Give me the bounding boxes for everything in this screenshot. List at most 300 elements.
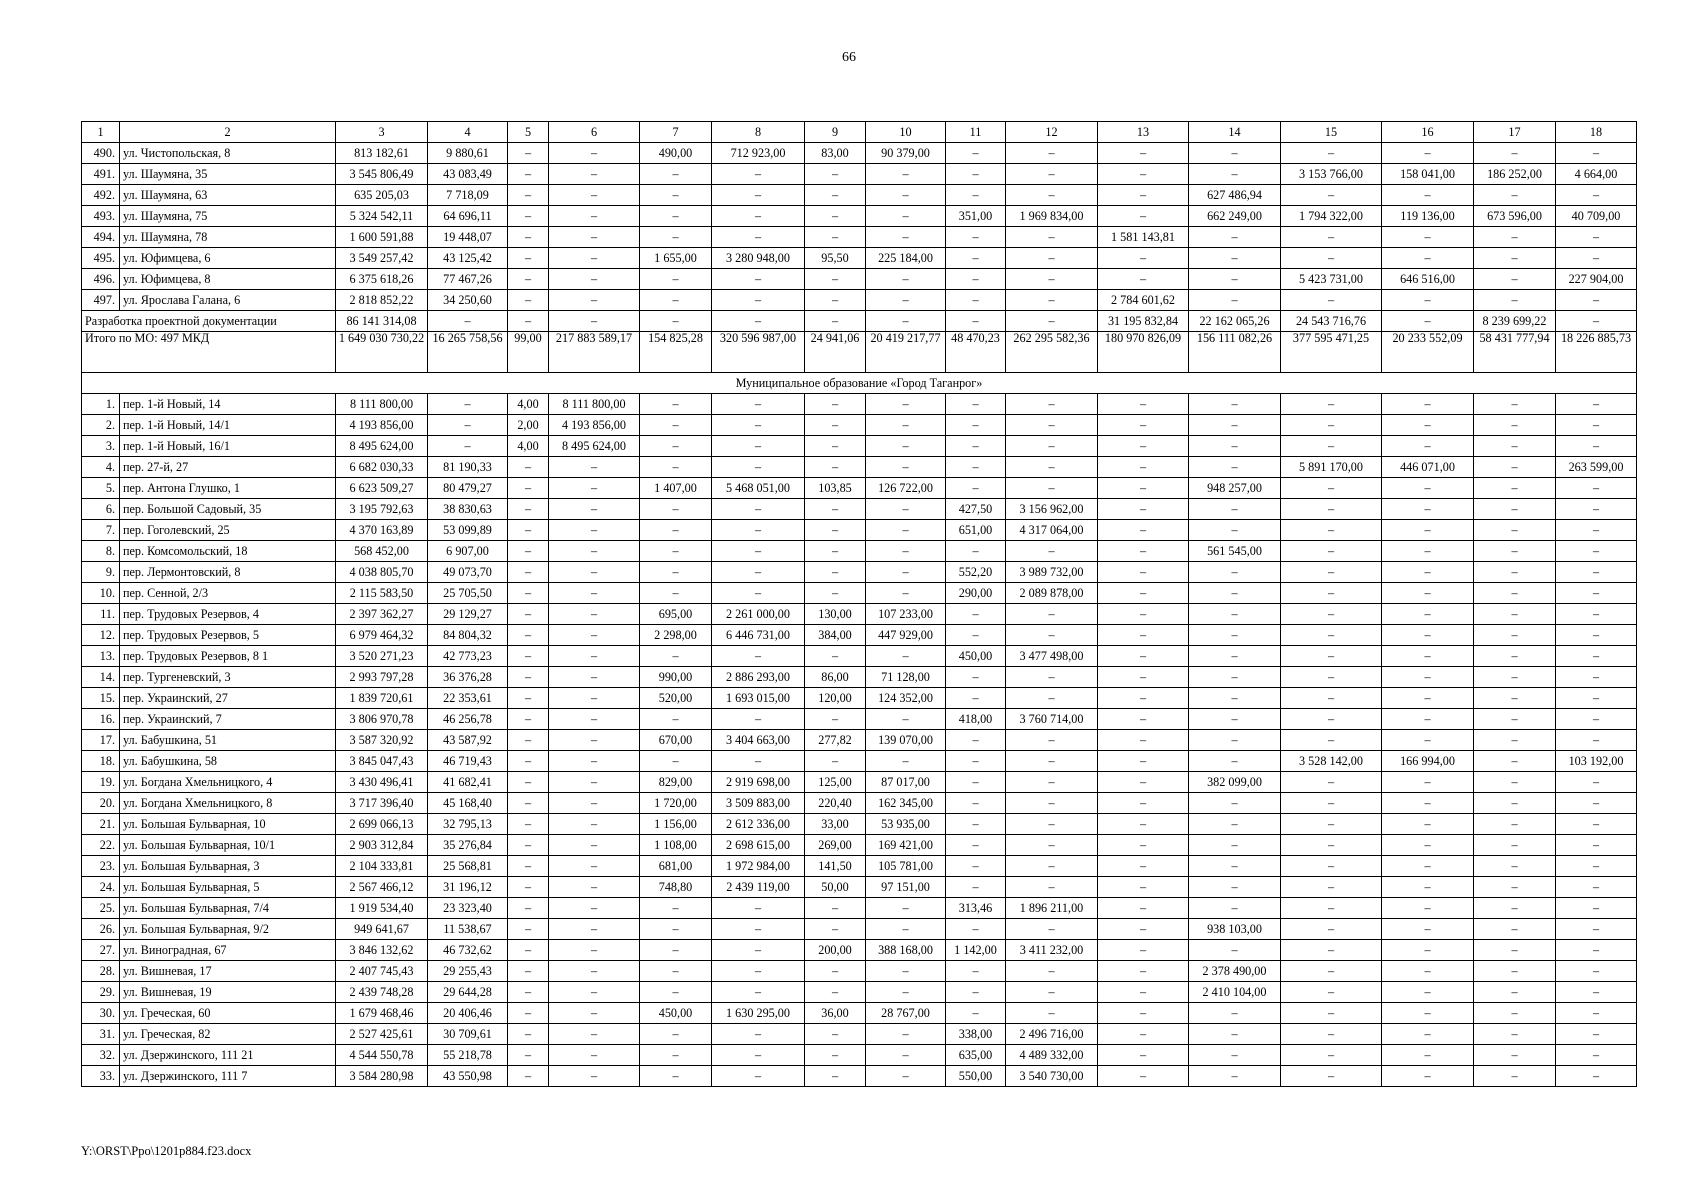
table-cell: 2 261 000,00	[712, 604, 805, 625]
table-cell: –	[946, 311, 1006, 332]
table-cell: ул. Шаумяна, 35	[120, 164, 336, 185]
table-cell: 1 839 720,61	[336, 688, 428, 709]
table-cell: –	[1098, 164, 1189, 185]
table-cell: –	[549, 206, 640, 227]
table-cell: –	[1098, 751, 1189, 772]
table-cell: 80 479,27	[428, 478, 508, 499]
table-cell: –	[1098, 898, 1189, 919]
table-cell: –	[549, 940, 640, 961]
table-cell: 119 136,00	[1382, 206, 1474, 227]
table-cell: –	[1382, 919, 1474, 940]
table-cell: 9 880,61	[428, 143, 508, 164]
table-cell: 29 644,28	[428, 982, 508, 1003]
table-cell: –	[508, 478, 549, 499]
table-cell: 7.	[82, 520, 120, 541]
table-cell: –	[1006, 394, 1098, 415]
table-cell: –	[1281, 961, 1382, 982]
table-cell: –	[549, 919, 640, 940]
table-cell: 3 545 806,49	[336, 164, 428, 185]
table-cell: –	[1474, 185, 1556, 206]
table-cell: –	[1189, 625, 1281, 646]
table-cell: –	[1189, 793, 1281, 814]
table-cell: –	[1382, 730, 1474, 751]
table-cell: –	[946, 961, 1006, 982]
table-cell: 4 193 856,00	[549, 415, 640, 436]
table-row	[82, 541, 1637, 562]
table-cell: –	[549, 898, 640, 919]
table-cell: –	[1189, 436, 1281, 457]
table-cell: 58 431 777,94	[1474, 332, 1556, 373]
table-row	[82, 1003, 1637, 1024]
table-cell: –	[805, 227, 866, 248]
table-cell: –	[640, 583, 712, 604]
table-cell: ул. Чистопольская, 8	[120, 143, 336, 164]
table-cell: –	[1281, 1066, 1382, 1087]
table-cell: 1 972 984,00	[712, 856, 805, 877]
table-row	[82, 248, 1637, 269]
table-cell: 46 719,43	[428, 751, 508, 772]
table-cell: –	[1382, 667, 1474, 688]
table-row	[82, 625, 1637, 646]
table-cell: –	[866, 982, 946, 1003]
table-cell: –	[1556, 688, 1637, 709]
table-cell: –	[1006, 457, 1098, 478]
table-cell: –	[1474, 688, 1556, 709]
table-cell: пер. Большой Садовый, 35	[120, 499, 336, 520]
table-cell: пер. Украинский, 7	[120, 709, 336, 730]
column-header: 10	[866, 122, 946, 143]
table-cell: 497.	[82, 290, 120, 311]
table-cell: –	[508, 143, 549, 164]
table-cell: 130,00	[805, 604, 866, 625]
table-cell: –	[1189, 814, 1281, 835]
table-cell: –	[1189, 457, 1281, 478]
table-cell: –	[1382, 835, 1474, 856]
table-row	[82, 1024, 1637, 1045]
table-cell: 4 193 856,00	[336, 415, 428, 436]
table-cell: 83,00	[805, 143, 866, 164]
table-cell: 41 682,41	[428, 772, 508, 793]
table-cell: пер. 1-й Новый, 14/1	[120, 415, 336, 436]
table-cell: –	[549, 835, 640, 856]
table-cell: 495.	[82, 248, 120, 269]
table-cell: –	[946, 415, 1006, 436]
table-cell: пер. Тургеневский, 3	[120, 667, 336, 688]
table-cell: –	[1281, 1045, 1382, 1066]
table-cell: –	[1189, 1066, 1281, 1087]
table-cell: –	[1006, 772, 1098, 793]
table-cell: –	[1006, 248, 1098, 269]
table-cell: 2 993 797,28	[336, 667, 428, 688]
table-cell: 162 345,00	[866, 793, 946, 814]
table-cell: –	[946, 227, 1006, 248]
table-cell: –	[1281, 604, 1382, 625]
table-cell: 2 612 336,00	[712, 814, 805, 835]
table-cell: –	[712, 646, 805, 667]
column-header: 13	[1098, 122, 1189, 143]
table-cell: ул. Шаумяна, 75	[120, 206, 336, 227]
table-cell: –	[508, 793, 549, 814]
table-cell: пер. Трудовых Резервов, 8 1	[120, 646, 336, 667]
table-cell: –	[549, 1066, 640, 1087]
design-documentation-row-label: Разработка проектной документации	[82, 311, 336, 332]
table-cell: –	[1474, 269, 1556, 290]
table-row	[82, 227, 1637, 248]
table-cell: –	[866, 1045, 946, 1066]
table-cell: –	[1556, 1066, 1637, 1087]
table-cell: 320 596 987,00	[712, 332, 805, 373]
table-cell: 6 907,00	[428, 541, 508, 562]
table-cell: –	[1474, 709, 1556, 730]
table-body	[82, 122, 1637, 1087]
table-cell: –	[508, 1024, 549, 1045]
table-cell: –	[712, 961, 805, 982]
table-cell: –	[508, 583, 549, 604]
table-cell: –	[866, 1066, 946, 1087]
table-cell: –	[640, 1045, 712, 1066]
table-cell: –	[1556, 394, 1637, 415]
table-cell: –	[1281, 940, 1382, 961]
table-cell: –	[549, 143, 640, 164]
table-cell: ул. Большая Бульварная, 10	[120, 814, 336, 835]
table-cell: –	[1474, 499, 1556, 520]
table-cell: 3.	[82, 436, 120, 457]
table-cell: –	[1556, 646, 1637, 667]
table-cell: –	[946, 604, 1006, 625]
table-cell: 2 115 583,50	[336, 583, 428, 604]
table-cell: 5 891 170,00	[1281, 457, 1382, 478]
table-cell: –	[508, 814, 549, 835]
table-cell: –	[640, 919, 712, 940]
table-cell: 24 543 716,76	[1281, 311, 1382, 332]
table-cell: –	[549, 793, 640, 814]
column-header: 2	[120, 122, 336, 143]
table-row	[82, 940, 1637, 961]
table-cell: –	[1189, 164, 1281, 185]
table-cell: –	[1556, 877, 1637, 898]
table-cell: –	[1474, 730, 1556, 751]
table-cell: –	[712, 311, 805, 332]
table-cell: 948 257,00	[1189, 478, 1281, 499]
table-cell: –	[508, 856, 549, 877]
table-cell: –	[1382, 185, 1474, 206]
table-cell: –	[1382, 1066, 1474, 1087]
column-header: 3	[336, 122, 428, 143]
table-cell: 3 584 280,98	[336, 1066, 428, 1087]
column-header: 6	[549, 122, 640, 143]
table-cell: –	[805, 394, 866, 415]
table-cell: 450,00	[946, 646, 1006, 667]
table-row	[82, 730, 1637, 751]
table-cell: –	[946, 541, 1006, 562]
table-cell: 3 717 396,40	[336, 793, 428, 814]
table-cell: 43 083,49	[428, 164, 508, 185]
table-cell: –	[1281, 415, 1382, 436]
table-cell: –	[866, 311, 946, 332]
table-cell: –	[1556, 562, 1637, 583]
table-cell: 3 540 730,00	[1006, 1066, 1098, 1087]
table-cell: 2 699 066,13	[336, 814, 428, 835]
table-cell: –	[508, 499, 549, 520]
table-cell: 635,00	[946, 1045, 1006, 1066]
table-cell: –	[866, 394, 946, 415]
table-cell: 670,00	[640, 730, 712, 751]
table-cell: –	[805, 961, 866, 982]
table-cell: –	[712, 982, 805, 1003]
table-cell: –	[1098, 415, 1189, 436]
table-row	[82, 1045, 1637, 1066]
table-cell: 50,00	[805, 877, 866, 898]
table-cell: –	[549, 499, 640, 520]
table-cell: –	[508, 709, 549, 730]
table-cell: 4,00	[508, 436, 549, 457]
table-cell: 263 599,00	[1556, 457, 1637, 478]
table-cell: 2.	[82, 415, 120, 436]
section-row	[82, 373, 1637, 394]
table-cell: –	[549, 457, 640, 478]
table-cell: –	[1098, 478, 1189, 499]
table-cell: –	[1281, 478, 1382, 499]
table-cell: –	[1474, 919, 1556, 940]
table-cell: 277,82	[805, 730, 866, 751]
table-cell: –	[712, 290, 805, 311]
table-cell: –	[1382, 961, 1474, 982]
table-cell: ул. Большая Бульварная, 3	[120, 856, 336, 877]
table-cell: 29.	[82, 982, 120, 1003]
table-cell: –	[1006, 164, 1098, 185]
table-cell: –	[1098, 248, 1189, 269]
table-cell: –	[1281, 541, 1382, 562]
table-cell: –	[946, 478, 1006, 499]
table-cell: –	[508, 1045, 549, 1066]
table-cell: –	[1006, 856, 1098, 877]
total-row	[82, 332, 1637, 373]
table-cell: 25.	[82, 898, 120, 919]
table-cell: –	[1006, 877, 1098, 898]
table-cell: –	[549, 961, 640, 982]
table-cell: –	[508, 1066, 549, 1087]
table-cell: 446 071,00	[1382, 457, 1474, 478]
table-cell: –	[1556, 625, 1637, 646]
table-cell: 90 379,00	[866, 143, 946, 164]
table-cell: –	[1382, 311, 1474, 332]
table-cell: 22 353,61	[428, 688, 508, 709]
table-cell: 748,80	[640, 877, 712, 898]
column-header: 18	[1556, 122, 1637, 143]
table-cell: 3 280 948,00	[712, 248, 805, 269]
table-cell: –	[1281, 919, 1382, 940]
table-cell: –	[712, 898, 805, 919]
table-cell: –	[946, 290, 1006, 311]
table-cell: пер. Украинский, 27	[120, 688, 336, 709]
table-cell: –	[866, 541, 946, 562]
table-cell: –	[1098, 1066, 1189, 1087]
table-cell: 5 423 731,00	[1281, 269, 1382, 290]
table-cell: 646 516,00	[1382, 269, 1474, 290]
table-cell: 53 935,00	[866, 814, 946, 835]
table-cell: 124 352,00	[866, 688, 946, 709]
table-cell: –	[549, 730, 640, 751]
table-cell: –	[508, 646, 549, 667]
table-cell: 186 252,00	[1474, 164, 1556, 185]
table-cell: –	[1474, 982, 1556, 1003]
table-cell: –	[1556, 290, 1637, 311]
table-row	[82, 478, 1637, 499]
table-cell: 11.	[82, 604, 120, 625]
table-row	[82, 457, 1637, 478]
table-cell: 77 467,26	[428, 269, 508, 290]
table-cell: 24.	[82, 877, 120, 898]
table-cell: –	[549, 814, 640, 835]
table-cell: 3 477 498,00	[1006, 646, 1098, 667]
table-cell: –	[1382, 248, 1474, 269]
table-cell: –	[508, 940, 549, 961]
table-cell: 2 439 119,00	[712, 877, 805, 898]
table-cell: ул. Богдана Хмельницкого, 8	[120, 793, 336, 814]
column-header: 15	[1281, 122, 1382, 143]
table-cell: –	[640, 520, 712, 541]
header-row	[82, 122, 1637, 143]
table-cell: –	[428, 415, 508, 436]
table-cell: –	[1382, 520, 1474, 541]
table-cell: 627 486,94	[1189, 185, 1281, 206]
table-cell: ул. Большая Бульварная, 10/1	[120, 835, 336, 856]
column-header: 8	[712, 122, 805, 143]
table-cell: 1 896 211,00	[1006, 898, 1098, 919]
table-cell: –	[508, 919, 549, 940]
table-cell: –	[1556, 835, 1637, 856]
table-cell: 338,00	[946, 1024, 1006, 1045]
table-cell: –	[805, 206, 866, 227]
table-cell: –	[640, 646, 712, 667]
table-cell: –	[1382, 688, 1474, 709]
table-cell: 813 182,61	[336, 143, 428, 164]
table-cell: 1 679 468,46	[336, 1003, 428, 1024]
table-cell: –	[946, 688, 1006, 709]
table-cell: –	[428, 436, 508, 457]
table-cell: –	[712, 562, 805, 583]
table-cell: –	[805, 583, 866, 604]
table-cell: –	[1098, 835, 1189, 856]
table-cell: –	[508, 877, 549, 898]
table-cell: –	[549, 856, 640, 877]
table-cell: –	[1098, 541, 1189, 562]
table-cell: –	[1189, 562, 1281, 583]
table-cell: –	[946, 793, 1006, 814]
table-row	[82, 667, 1637, 688]
table-cell: –	[1189, 394, 1281, 415]
table-cell: –	[712, 709, 805, 730]
table-cell: –	[1098, 394, 1189, 415]
table-cell: –	[1474, 835, 1556, 856]
table-cell: –	[1474, 143, 1556, 164]
table-cell: –	[1281, 730, 1382, 751]
table-cell: –	[549, 290, 640, 311]
table-cell: 169 421,00	[866, 835, 946, 856]
table-cell: 46 256,78	[428, 709, 508, 730]
table-cell: –	[1474, 541, 1556, 562]
table-cell: 1 156,00	[640, 814, 712, 835]
table-cell: –	[1556, 961, 1637, 982]
column-header: 9	[805, 122, 866, 143]
table-cell: –	[1098, 1024, 1189, 1045]
table-cell: –	[1556, 604, 1637, 625]
table-cell: 8 239 699,22	[1474, 311, 1556, 332]
table-cell: 8.	[82, 541, 120, 562]
table-cell: 493.	[82, 206, 120, 227]
table-cell: –	[1189, 709, 1281, 730]
table-cell: ул. Ярослава Галана, 6	[120, 290, 336, 311]
table-cell: –	[1382, 436, 1474, 457]
table-cell: 20 419 217,77	[866, 332, 946, 373]
table-cell: –	[1281, 877, 1382, 898]
table-cell: 490,00	[640, 143, 712, 164]
table-cell: 103,85	[805, 478, 866, 499]
table-cell: –	[1556, 919, 1637, 940]
table-cell: 382 099,00	[1189, 772, 1281, 793]
table-cell: –	[508, 688, 549, 709]
table-cell: –	[866, 499, 946, 520]
footer-file-path: Y:\ORST\Ppo\1201p884.f23.docx	[81, 1144, 252, 1158]
table-cell: 20 233 552,09	[1382, 332, 1474, 373]
table-cell: 2 698 615,00	[712, 835, 805, 856]
table-cell: 3 195 792,63	[336, 499, 428, 520]
table-cell: 8 495 624,00	[549, 436, 640, 457]
table-cell: –	[1281, 499, 1382, 520]
table-cell: –	[866, 206, 946, 227]
table-cell: 262 295 582,36	[1006, 332, 1098, 373]
table-cell: –	[866, 415, 946, 436]
table-cell: –	[866, 709, 946, 730]
table-cell: –	[549, 688, 640, 709]
table-cell: 6 446 731,00	[712, 625, 805, 646]
table-row	[82, 499, 1637, 520]
table-cell: –	[1382, 583, 1474, 604]
column-header: 16	[1382, 122, 1474, 143]
table-cell: 1 581 143,81	[1098, 227, 1189, 248]
table-row	[82, 604, 1637, 625]
table-cell: –	[1189, 688, 1281, 709]
table-cell: пер. 1-й Новый, 14	[120, 394, 336, 415]
table-cell: 21.	[82, 814, 120, 835]
table-cell: 520,00	[640, 688, 712, 709]
table-cell: 418,00	[946, 709, 1006, 730]
table-cell: –	[805, 919, 866, 940]
table-cell: 19 448,07	[428, 227, 508, 248]
table-cell: 4 489 332,00	[1006, 1045, 1098, 1066]
table-cell: –	[946, 248, 1006, 269]
table-cell: –	[549, 751, 640, 772]
table-cell: 1 794 322,00	[1281, 206, 1382, 227]
table-cell: 3 528 142,00	[1281, 751, 1382, 772]
table-cell: –	[1189, 143, 1281, 164]
table-cell: –	[1382, 709, 1474, 730]
table-cell: –	[549, 625, 640, 646]
table-cell: –	[508, 961, 549, 982]
table-cell: –	[866, 164, 946, 185]
table-cell: –	[946, 814, 1006, 835]
table-row	[82, 394, 1637, 415]
table-cell: –	[1098, 143, 1189, 164]
table-cell: 81 190,33	[428, 457, 508, 478]
table-cell: –	[805, 898, 866, 919]
table-cell: –	[805, 562, 866, 583]
table-cell: ул. Греческая, 60	[120, 1003, 336, 1024]
table-cell: 53 099,89	[428, 520, 508, 541]
table-cell: 8 495 624,00	[336, 436, 428, 457]
table-cell: пер. Антона Глушко, 1	[120, 478, 336, 499]
table-cell: 107 233,00	[866, 604, 946, 625]
